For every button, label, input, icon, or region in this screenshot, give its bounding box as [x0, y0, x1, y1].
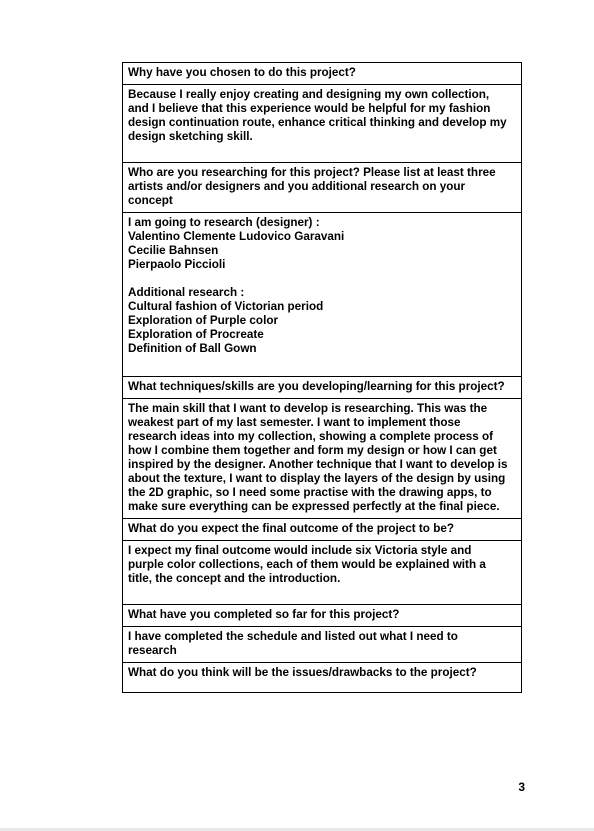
question-row — [123, 663, 522, 693]
answer-text: Definition of Ball Gown — [128, 342, 257, 355]
question-text: concept — [128, 194, 173, 207]
question-row — [123, 63, 522, 85]
answer-text: Exploration of Procreate — [128, 328, 264, 341]
question-text: What do you expect the final outcome of the project to be? — [128, 522, 454, 535]
question-row — [123, 163, 522, 213]
answer-row — [123, 627, 522, 663]
answer-text: weakest part of my last semester. I want to implement those — [128, 416, 461, 429]
answer-text: Valentino Clemente Ludovico Garavani — [128, 230, 345, 243]
answer-text: I am going to research (designer) : — [128, 216, 320, 229]
answer-text: Pierpaolo Piccioli — [128, 258, 226, 271]
answer-text: design sketching skill. — [128, 130, 253, 143]
answer-text: Because I really enjoy creating and designing my own collection, — [128, 88, 490, 101]
question-row — [123, 519, 522, 541]
answer-text: Exploration of Purple color — [128, 314, 279, 327]
answer-text: the 2D graphic, so I need some practise with the drawing apps, to — [128, 486, 492, 499]
answer-text: about the texture, I want to display the layers of the design by using — [128, 472, 506, 485]
answer-row — [123, 541, 522, 605]
answer-text: I have completed the schedule and listed out what I need to — [128, 630, 458, 643]
question-row — [123, 605, 522, 627]
answer-row — [123, 399, 522, 519]
answer-text: and I believe that this experience would be helpful for my fashion — [128, 102, 491, 115]
answer-text: make sure everything can be expressed perfectly at the final piece. — [128, 500, 500, 513]
answer-text: research ideas into my collection, showing a complete process of — [128, 430, 494, 443]
question-text: What have you completed so far for this project? — [128, 608, 400, 621]
blank-line — [128, 272, 516, 286]
project-proposal-table — [122, 62, 522, 693]
answer-text: The main skill that I want to develop is researching. This was the — [128, 402, 488, 415]
question-row — [123, 377, 522, 399]
answer-text: title, the concept and the introduction. — [128, 572, 341, 585]
question-text: What do you think will be the issues/drawbacks to the project? — [128, 666, 477, 679]
answer-text: how I combine them together and form my design or how I can get — [128, 444, 497, 457]
answer-text: research — [128, 644, 177, 657]
question-text: Why have you chosen to do this project? — [128, 66, 356, 79]
answer-text: Cultural fashion of Victorian period — [128, 300, 324, 313]
answer-text: Cecilie Bahnsen — [128, 244, 219, 257]
answer-row — [123, 213, 522, 377]
page-number: 3 — [518, 780, 525, 794]
question-text: artists and/or designers and you additional research on your — [128, 180, 466, 193]
answer-text: Additional research : — [128, 286, 245, 299]
question-text: Who are you researching for this project? Please list at least three — [128, 166, 496, 179]
question-text: What techniques/skills are you developing/learning for this project? — [128, 380, 505, 393]
answer-text: I expect my final outcome would include six Victoria style and — [128, 544, 472, 557]
answer-text: inspired by the designer. Another technique that I want to develop is — [128, 458, 508, 471]
answer-text: design continuation route, enhance critical thinking and develop my — [128, 116, 507, 129]
answer-row — [123, 85, 522, 163]
answer-text: purple color collections, each of them would be explained with a — [128, 558, 486, 571]
